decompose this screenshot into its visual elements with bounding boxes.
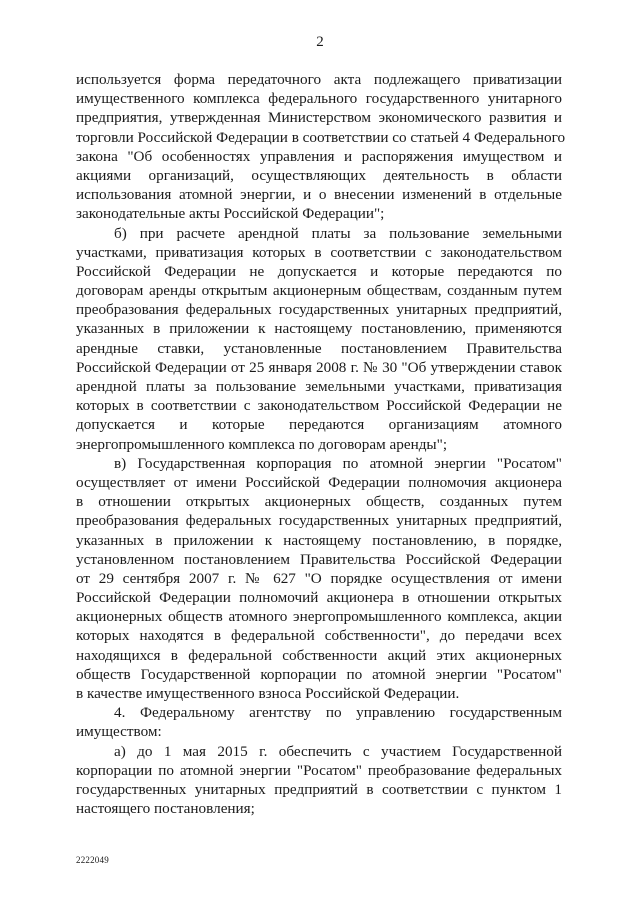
text-line: в) Государственная корпорация по атомной энергии "Росатом" — [114, 454, 562, 472]
text-line: государственных унитарных предприятий в соответствии с пунктом 1 — [76, 780, 562, 798]
text-line: установленном постановлением Правительства Российской Федерации — [76, 550, 562, 568]
text-line: в качестве имущественного взноса Российской Федерации. — [76, 685, 460, 702]
paragraph-item-v — [76, 454, 562, 703]
text-line: арендные ставки, установленные постановлением Правительства — [76, 339, 562, 357]
text-line: преобразования федеральных государственных унитарных предприятий, — [76, 301, 562, 319]
paragraph-item-4 — [76, 703, 562, 741]
text-line: энергопромышленного комплекса по договорам аренды"; — [76, 435, 448, 453]
document-body — [76, 70, 566, 818]
text-line: имущественного комплекса федерального государственного унитарного — [76, 90, 562, 108]
text-line: предприятия, утвержденная Министерством экономического развития и — [76, 109, 562, 127]
paragraph-item-b — [76, 224, 562, 454]
text-line: участками, приватизация которых в соответствии с законодательством — [76, 243, 562, 261]
text-line: б) при расчете арендной платы за пользование земельными — [114, 224, 562, 242]
text-line: Российской Федерации не допускается и которые передаются по — [76, 262, 562, 280]
text-line: а) до 1 мая 2015 г. обеспечить с участием Государственной — [114, 742, 562, 760]
text-line: корпорации по атомной энергии "Росатом" преобразование федеральных — [76, 761, 562, 779]
text-line: используется форма передаточного акта подлежащего приватизации — [76, 71, 562, 88]
text-line: которых находятся в федеральной собственности", до передачи всех — [76, 627, 562, 645]
text-line: обществ Государственной корпорации по атомной энергии "Росатом" — [76, 665, 562, 683]
text-line: от 29 сентября 2007 г. № 627 "О порядке осуществления от имени — [76, 569, 562, 587]
paragraph-transfer-act — [76, 70, 566, 224]
text-line: осуществляет от имени Российской Федерации полномочия акционера — [76, 473, 562, 491]
text-line: торговли Российской Федерации в соответствии со статьей 4 Федерального — [76, 128, 566, 146]
text-line: допускается и которые передаются организациям атомного — [76, 416, 562, 434]
text-line: которых в соответствии с законодательством Российской Федерации не — [76, 397, 562, 415]
text-line: 4. Федеральному агентству по управлению государственным — [114, 704, 562, 722]
text-line: договорам аренды открытым акционерным обществам, созданным путем — [76, 282, 562, 300]
text-line: преобразования федеральных государственных унитарных предприятий, — [76, 512, 562, 530]
paragraph-item-a — [76, 742, 562, 819]
text-line: использования атомной энергии, и о внесении изменений в отдельные — [76, 186, 562, 204]
page-number: 2 — [316, 34, 324, 50]
text-line: арендной платы за пользование земельными участками, приватизация — [76, 378, 562, 395]
text-line: в отношении открытых акционерных обществ, созданных путем — [76, 493, 562, 511]
text-line: акционерных обществ атомного энергопромышленного комплекса, акции — [76, 608, 562, 626]
text-line: закона "Об особенностях управления и распоряжения имуществом и — [76, 147, 562, 165]
document-code: 2222049 — [76, 855, 109, 865]
text-line: Российской Федерации полномочий акционера в отношении открытых — [76, 589, 562, 607]
text-line: настоящего постановления; — [76, 800, 255, 818]
text-line: законодательные акты Российской Федерации"; — [76, 205, 385, 223]
text-line: указанных в приложении к настоящему постановлению, в порядке, — [76, 531, 562, 549]
text-line: находящихся в федеральной собственности акций этих акционерных — [76, 646, 562, 664]
text-line: имуществом: — [76, 723, 162, 741]
text-line: Российской Федерации от 25 января 2008 г. № 30 "Об утверждении ставок — [76, 358, 562, 376]
text-line: акциями организаций, осуществляющих деятельность в области — [76, 166, 562, 184]
text-line: указанных в приложении к настоящему постановлению, применяются — [76, 320, 562, 338]
